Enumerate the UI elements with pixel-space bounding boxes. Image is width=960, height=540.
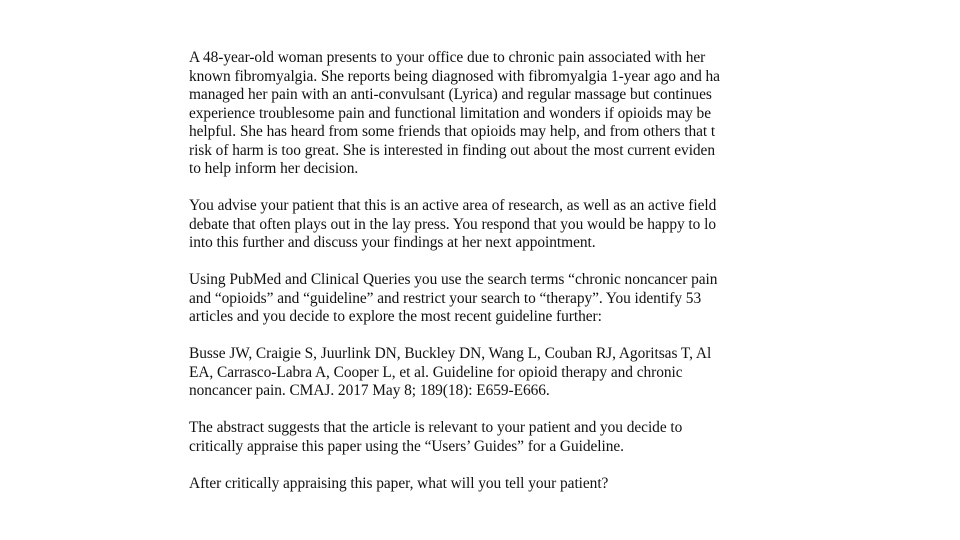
paragraph-case-description [189,49,745,179]
paragraph-abstract [189,419,745,456]
document-text-block [189,49,745,493]
paragraph-question [189,475,745,494]
paragraph-gap [189,253,745,272]
paragraph-gap [189,401,745,420]
text-line: noncancer pain. CMAJ. 2017 May 8; 189(18): E659-E666. [189,382,550,399]
text-line: articles and you decide to explore the most recent guideline further: [189,308,602,325]
text-line: Using PubMed and Clinical Queries you use the search terms “chronic noncancer pain [189,271,718,288]
text-line: and “opioids” and “guideline” and restrict your search to “therapy”. You identify 53 [189,289,702,307]
paragraph-gap [189,179,745,198]
text-line: The abstract suggests that the article is relevant to your patient and you decide to [189,419,683,436]
text-line: known fibromyalgia. She reports being diagnosed with fibromyalgia 1-year ago and ha [189,67,720,85]
text-line: into this further and discuss your findings at her next appointment. [189,234,596,251]
text-line: risk of harm is too great. She is interested in finding out about the most current eviden [189,141,715,159]
paragraph-gap [189,456,745,475]
text-line: managed her pain with an anti-convulsant (Lyrica) and regular massage but continues [189,86,712,103]
text-line: EA, Carrasco-Labra A, Cooper L, et al. Guideline for opioid therapy and chronic [189,363,683,381]
text-line: to help inform her decision. [189,160,359,177]
text-line: helpful. She has heard from some friends that opioids may help, and from others that t [189,123,716,140]
text-line: A 48-year-old woman presents to your office due to chronic pain associated with her [189,49,706,66]
text-line: You advise your patient that this is an active area of research, as well as an active field [189,197,717,214]
text-line: critically appraise this paper using the “Users’ Guides” for a Guideline. [189,437,624,455]
paragraph-search [189,271,745,327]
paragraph-citation [189,345,745,401]
text-line: experience troublesome pain and functional limitation and wonders if opioids may be [189,104,711,122]
text-line: Busse JW, Craigie S, Juurlink DN, Buckley DN, Wang L, Couban RJ, Agoritsas T, Al [189,345,712,362]
paragraph-advice [189,197,745,253]
paragraph-gap [189,327,745,346]
text-line: debate that often plays out in the lay press. You respond that you would be happy to lo [189,215,716,233]
text-line: After critically appraising this paper, what will you tell your patient? [189,474,609,492]
